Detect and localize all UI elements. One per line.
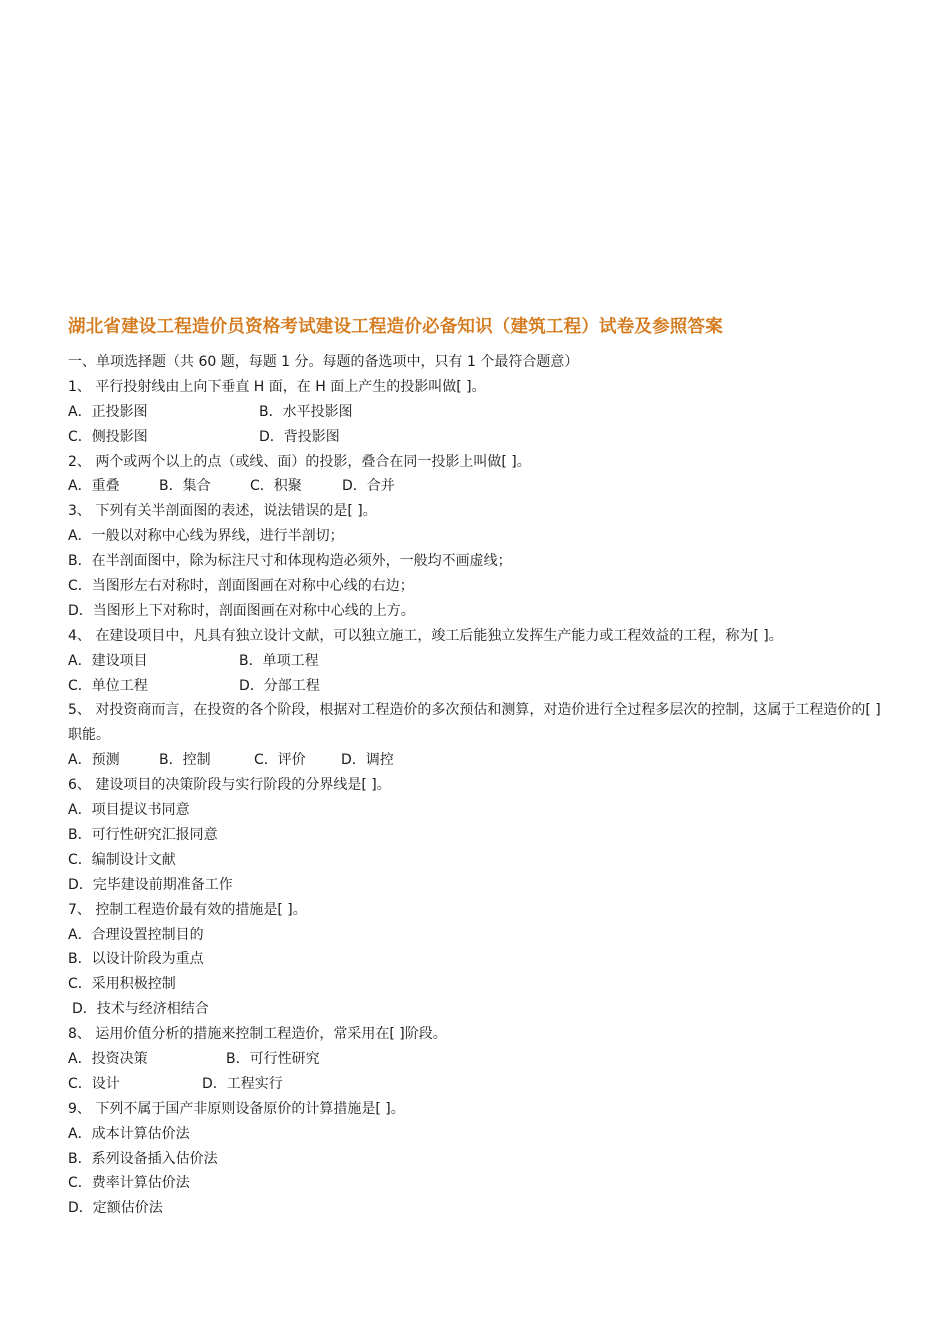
question-stem: 9、 下列不属于国产非原则设备原价的计算措施是[ ]。	[68, 1100, 405, 1117]
question-stem: 7、 控制工程造价最有效的措施是[ ]。	[68, 901, 307, 918]
option: A．预测	[68, 752, 120, 769]
option: D．工程实行	[202, 1075, 283, 1092]
question-stem: 4、 在建设项目中，凡具有独立设计文献，可以独立施工，竣工后能独立发挥生产能力或工程效益的工程，称为[ ]。	[68, 627, 783, 644]
option-row	[68, 674, 888, 699]
option: B．单项工程	[239, 652, 319, 669]
option-row	[68, 1047, 888, 1072]
option: C．评价	[254, 752, 306, 769]
document-title: 湖北省建设工程造价员资格考试建设工程造价必备知识（建筑工程）试卷及参照答案	[68, 317, 723, 337]
option: C．费率计算估价法	[68, 1175, 190, 1192]
option: C．采用积极控制	[68, 976, 176, 993]
option: A．正投影图	[68, 403, 148, 420]
document-body	[68, 350, 888, 1221]
option: B．可行性研究	[226, 1050, 320, 1067]
option-row	[68, 425, 888, 450]
option: A．合理设置控制目的	[68, 926, 204, 943]
question-stem: 6、 建设项目的决策阶段与实行阶段的分界线是[ ]。	[68, 777, 391, 794]
option: A．一般以对称中心线为界线，进行半剖切；	[68, 528, 344, 545]
option: B．系列设备插入估价法	[68, 1150, 218, 1167]
option: D．合并	[342, 478, 395, 495]
option: B．集合	[159, 478, 211, 495]
question-stem: 3、 下列有关半剖面图的表述，说法错误的是[ ]。	[68, 503, 377, 520]
option: D．背投影图	[259, 428, 340, 445]
question-stem: 5、 对投资商而言，在投资的各个阶段，根据对工程造价的多次预估和测算，对造价进行全过程多层次的控制，这属于工程造价的[ ]职能。	[68, 702, 881, 744]
question-stem: 1、 平行投射线由上向下垂直 H 面，在 H 面上产生的投影叫做[ ]。	[68, 378, 486, 395]
option: C．设计	[68, 1075, 120, 1092]
option-row	[68, 649, 888, 674]
option: D．完毕建设前期准备工作	[68, 876, 233, 893]
option: B．控制	[159, 752, 211, 769]
option-row	[68, 400, 888, 425]
option-row	[68, 748, 888, 773]
option: C．编制设计文献	[68, 851, 176, 868]
option: C．侧投影图	[68, 428, 148, 445]
section-heading: 一、单项选择题（共 60 题，每题 1 分。每题的备选项中，只有 1 个最符合题意）	[68, 354, 579, 370]
option: D．调控	[341, 752, 394, 769]
option: D．定额估价法	[68, 1200, 163, 1217]
option: B．水平投影图	[259, 403, 353, 420]
option: B．在半剖面图中，除为标注尺寸和体现构造必须外，一般均不画虚线；	[68, 553, 512, 570]
option: A．重叠	[68, 478, 120, 495]
option: B．可行性研究汇报同意	[68, 826, 218, 843]
option: A．项目提议书同意	[68, 802, 190, 819]
option: C．单位工程	[68, 677, 148, 694]
question-stem: 8、 运用价值分析的措施来控制工程造价，常采用在[ ]阶段。	[68, 1026, 447, 1043]
option: D．分部工程	[239, 677, 320, 694]
option: B．以设计阶段为重点	[68, 951, 204, 968]
option: C．积聚	[250, 478, 302, 495]
question-stem: 2、 两个或两个以上的点（或线、面）的投影，叠合在同一投影上叫做[ ]。	[68, 453, 531, 470]
option-row	[68, 474, 888, 499]
option: A．投资决策	[68, 1050, 148, 1067]
option: D．技术与经济相结合	[72, 1001, 209, 1018]
option: A．建设项目	[68, 652, 148, 669]
option: C．当图形左右对称时，剖面图画在对称中心线的右边；	[68, 578, 414, 595]
option: A．成本计算估价法	[68, 1125, 190, 1142]
option: D．当图形上下对称时，剖面图画在对称中心线的上方。	[68, 602, 415, 619]
option-row	[68, 1072, 888, 1097]
